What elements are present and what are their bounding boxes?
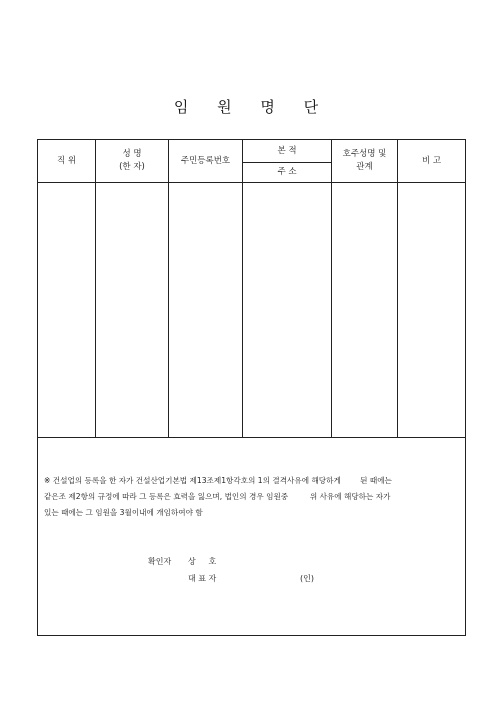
notice-line: 있는 때에는 그 임원을 3월이내에 개임하여야 함	[44, 508, 203, 517]
column-divider	[242, 140, 243, 437]
seal-mark: (인)	[300, 574, 314, 583]
header-address: 주 소	[277, 167, 297, 177]
column-divider	[331, 140, 332, 437]
header-name	[96, 140, 168, 182]
table-bottom-line	[38, 437, 465, 438]
column-divider	[95, 140, 96, 437]
notice-text	[44, 473, 462, 521]
notice-line: ※ 건설업의 등록을 한 자가 건설산업기본법 제13조제1항각호의 1의 결격사유에 해당하게 된 때에는	[44, 476, 392, 485]
header-name-hanja: (한 자)	[119, 162, 145, 172]
header-domicile: 본 적	[277, 145, 297, 156]
column-divider	[168, 140, 169, 437]
trade-name-label: 상 호	[188, 557, 217, 566]
header-head-relation-line1: 호주성명 및	[342, 149, 387, 159]
confirmer-label: 확인자	[148, 557, 172, 566]
representative-label: 대 표 자	[188, 574, 217, 583]
header-head-relation	[332, 140, 397, 182]
header-head-relation-line2: 관계	[356, 162, 373, 172]
header-remarks: 비 고	[421, 155, 442, 166]
header-position: 직 위	[56, 155, 77, 166]
notice-line: 같은조 제2항의 규정에 따라 그 등록은 효력을 잃으며, 법인의 경우 임원중 위 사유에 해당하는 자가	[44, 492, 391, 501]
header-resident-number: 주민등록번호	[180, 155, 231, 166]
officer-list-form	[37, 139, 466, 636]
header-name-label: 성 명	[122, 149, 142, 159]
document-title: 임 원 명 단	[173, 98, 331, 116]
column-divider	[397, 140, 398, 437]
header-bottom-line	[38, 182, 465, 183]
